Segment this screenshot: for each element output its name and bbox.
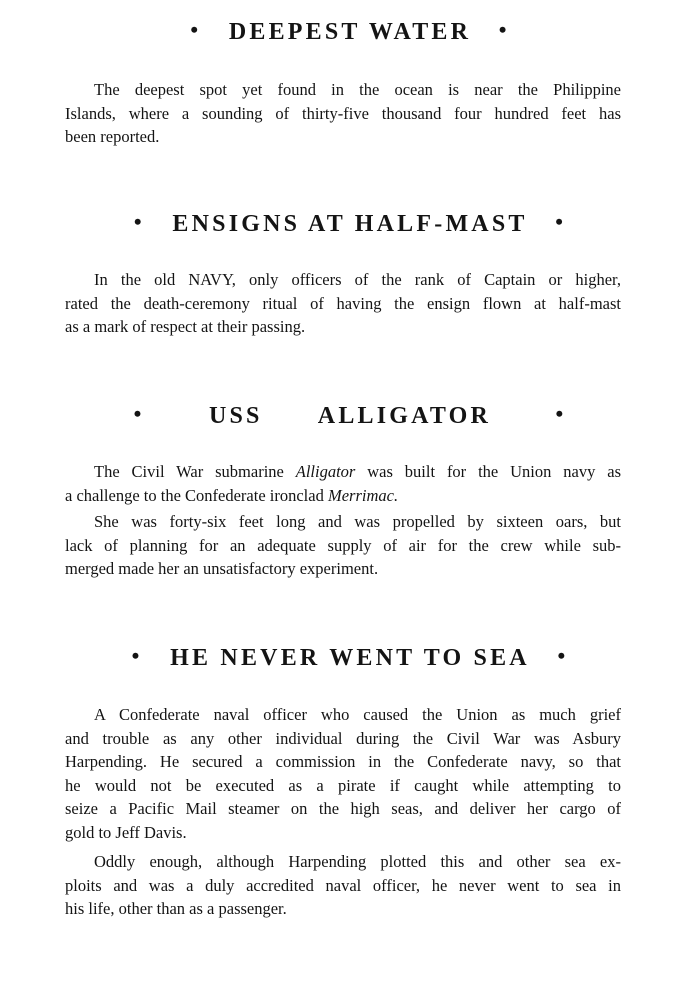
paragraph-deepest-water [65,78,621,149]
paragraph-ensigns [65,268,621,339]
paragraph-harpending-1 [65,703,621,844]
text-line: his life, other than as a passenger. [65,899,287,918]
text-line: as a mark of respect at their passing. [65,317,306,336]
text-run: The Civil War submarine [94,462,296,481]
text-line: A Confederate naval officer who caused the Union as much grief [94,705,621,724]
heading-bullet-right: • [555,209,567,234]
heading-bullet-right: • [557,643,569,668]
text-line: lack of planning for an adequate supply of air for the crew while sub- [65,535,621,555]
heading-ensigns-at-half-mast [0,208,700,238]
text-line: The deepest spot yet found in the ocean is near the Philippine [94,80,621,99]
heading-title: DEEPEST WATER [228,19,472,45]
text-line: Harpending. He secured a commission in the Confederate navy, so that [65,752,621,771]
heading-title: HE NEVER WENT TO SEA [170,645,530,671]
heading-bullet-left: • [133,401,145,426]
heading-title: ENSIGNS AT HALF-MAST [172,211,528,237]
text-line: ploits and was a duly accredited naval officer, he never went to sea in [65,875,621,895]
heading-uss-alligator [0,400,700,430]
text-line: been reported. [65,127,160,146]
ship-name: Merrimac. [327,485,399,505]
heading-title-part: USS [208,403,263,429]
text-line: seize a Pacific Mail steamer on the high seas, and deliver her cargo of [65,799,621,818]
ship-name: Alligator [295,462,356,481]
paragraph-harpending-2 [65,850,621,921]
text-line: She was forty-six feet long and was propelled by sixteen oars, but [94,512,621,531]
paragraph-alligator-2 [65,510,621,581]
text-line: In the old NAVY, only officers of the rank of Captain or higher, [94,270,621,289]
text-line: gold to Jeff Davis. [65,822,187,842]
text-line: he would not be executed as a pirate if caught while attempting to [65,775,621,795]
heading-bullet-right: • [555,401,567,426]
heading-bullet-left: • [133,209,145,234]
text-line: Oddly enough, although Harpending plotted this and other sea ex- [94,852,621,871]
text-line [65,484,621,508]
text-line: rated the death-ceremony ritual of having the ensign flown at half-mast [65,293,621,313]
text-line [65,460,621,484]
text-line: Islands, where a sounding of thirty-five thousand four hundred feet has [65,103,621,123]
text-run: a challenge to the Confederate ironclad [65,485,328,505]
heading-he-never-went-to-sea [0,642,700,672]
paragraph-alligator-1 [65,460,621,507]
heading-title-part: ALLIGATOR [317,403,492,429]
heading-bullet-left: • [131,643,143,668]
text-run: was built for the Union navy as [355,462,621,481]
text-line: and trouble as any other individual during the Civil War was Asbury [65,728,621,748]
text-line: merged made her an unsatisfactory experiment. [65,559,379,578]
heading-bullet-left: • [190,17,202,42]
heading-bullet-right: • [498,17,510,42]
heading-deepest-water [0,16,700,46]
